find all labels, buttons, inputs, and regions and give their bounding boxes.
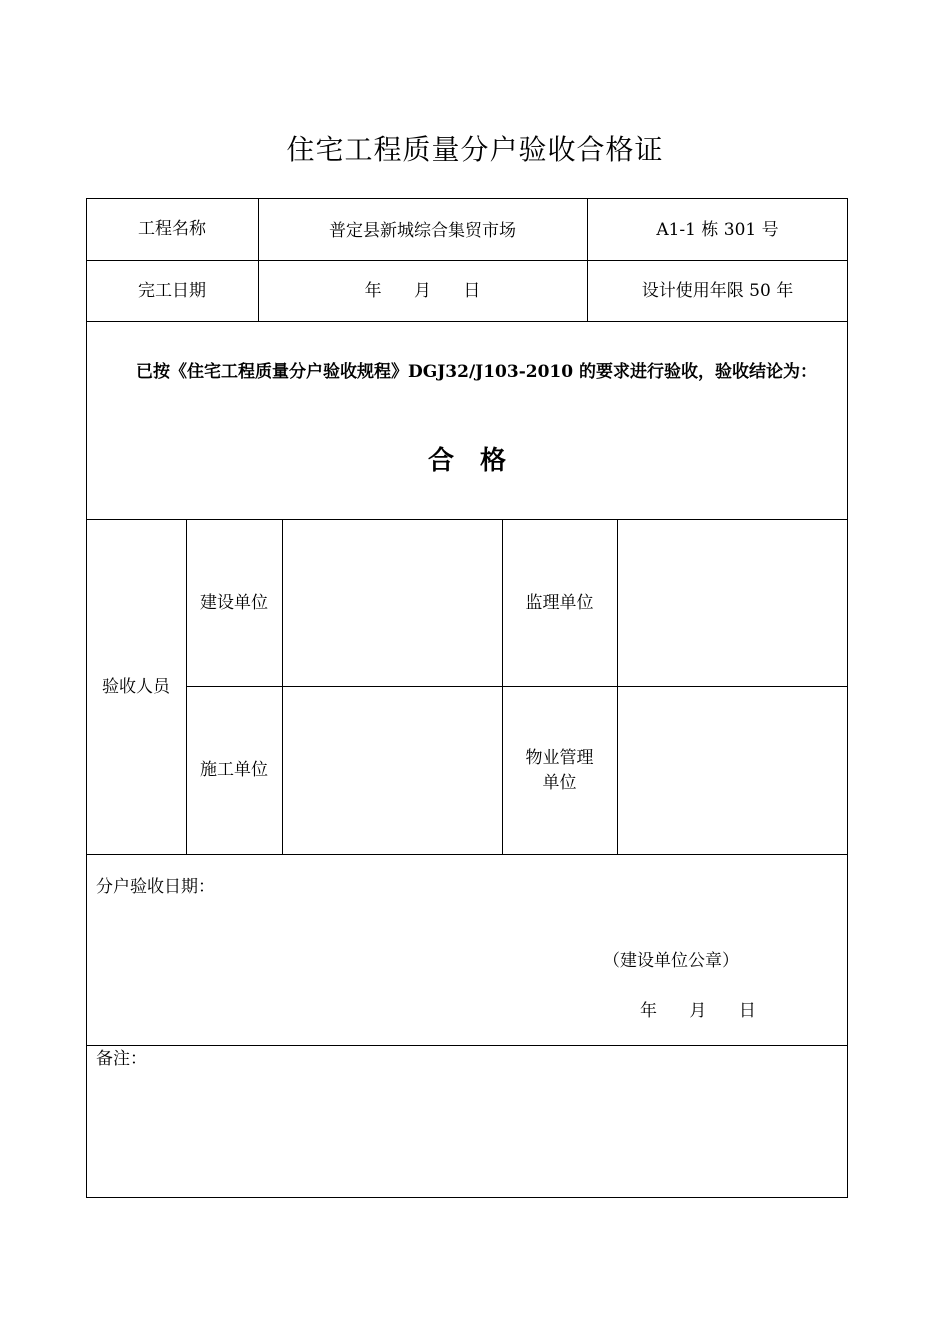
row-divider bbox=[86, 321, 848, 322]
conclusion-statement: 已按《住宅工程质量分户验收规程》DGJ32/J103-2010 的要求进行验收，验收结论为： bbox=[136, 362, 817, 382]
completion-date-value: 年 月 日 bbox=[364, 281, 481, 301]
acceptance-date-blank: 年 月 日 bbox=[640, 1001, 756, 1021]
acceptance-date-label: 分户验收日期： bbox=[96, 877, 215, 897]
completion-date-label: 完工日期 bbox=[138, 281, 206, 301]
table-border-right bbox=[847, 198, 848, 1198]
project-name-label: 工程名称 bbox=[138, 219, 206, 239]
column-divider bbox=[186, 519, 187, 854]
conclusion-result: 合格 bbox=[427, 446, 532, 476]
column-divider bbox=[282, 519, 283, 854]
inspectors-label: 验收人员 bbox=[102, 677, 170, 697]
table-border-bottom bbox=[86, 1197, 848, 1198]
property-unit-label-line2: 单位 bbox=[542, 773, 577, 793]
row-divider bbox=[86, 260, 848, 261]
project-name-value: 普定县新城综合集贸市场 bbox=[329, 221, 516, 241]
table-border-top bbox=[86, 198, 848, 199]
remarks-label: 备注： bbox=[96, 1049, 147, 1069]
construction-unit-label: 建设单位 bbox=[200, 593, 268, 613]
seal-label: （建设单位公章） bbox=[603, 951, 739, 971]
document-title: 住宅工程质量分户验收合格证 bbox=[286, 133, 664, 166]
row-divider bbox=[86, 519, 848, 520]
design-life-value: 设计使用年限 50 年 bbox=[641, 281, 794, 301]
unit-number-value: A1-1 栋 301 号 bbox=[656, 220, 779, 240]
column-divider bbox=[502, 519, 503, 854]
row-divider bbox=[86, 1045, 848, 1046]
row-divider bbox=[186, 686, 848, 687]
row-divider bbox=[86, 854, 848, 855]
builder-unit-label: 施工单位 bbox=[200, 760, 268, 780]
property-unit-label-line1: 物业管理 bbox=[525, 748, 594, 768]
column-divider bbox=[617, 519, 618, 854]
supervision-unit-label: 监理单位 bbox=[525, 593, 594, 613]
